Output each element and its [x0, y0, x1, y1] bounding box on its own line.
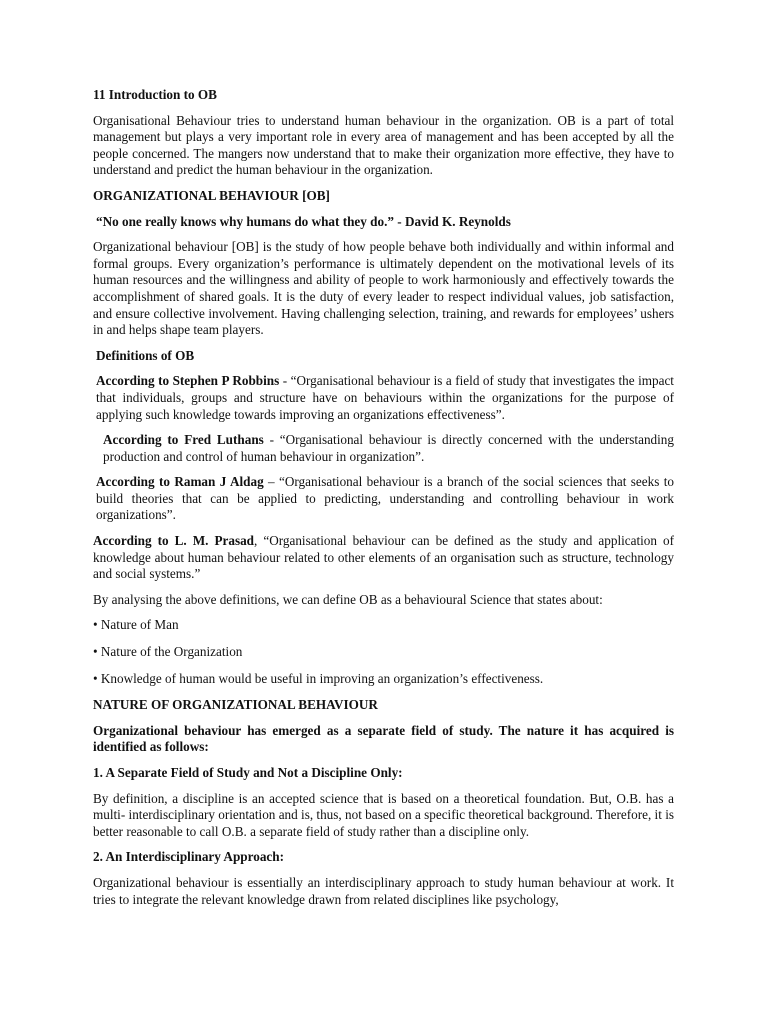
intro-heading: 11 Introduction to OB [93, 87, 217, 102]
definitions-heading: Definitions of OB [96, 347, 195, 363]
intro-paragraph: Organisational Behaviour tries to understand human behaviour in the organization. OB is a part of total management but plays a very important role in every area of management and has been accepted by all the people concerned. The mangers now understand that to make their organization more effective, they have to understand and predict the human behaviour in the organization. [93, 112, 674, 178]
point2-paragraph: Organizational behaviour is essentially an interdisciplinary approach to study human behaviour at work. It tries to integrate the relevant knowledge drawn from related disciplines like psychology, [93, 874, 674, 907]
definition-text: , “Organisational behaviour can be defined as the study and application of knowledge about human behaviour related to other elements of an organisation such as structure, technology and social systems.” [93, 533, 674, 582]
ob-heading: ORGANIZATIONAL BEHAVIOUR [OB] [93, 187, 330, 203]
definition-author: According to Stephen P Robbins [96, 373, 280, 389]
definition-text: - “Organisational behaviour is directly concerned with the understanding production and control of human behaviour in organization”. [103, 432, 674, 464]
definition-luthans [93, 432, 674, 465]
definition-author: According to Fred Luthans [103, 432, 264, 448]
nature-heading: NATURE OF ORGANIZATIONAL BEHAVIOUR [93, 697, 378, 713]
definition-aldag [93, 474, 674, 524]
quote: “No one really knows why humans do what they do.” - David K. Reynolds [96, 213, 511, 229]
analysis-paragraph: By analysing the above definitions, we can define OB as a behavioural Science that states about: [93, 591, 603, 607]
point2-heading: 2. An Interdisciplinary Approach: [93, 849, 285, 865]
definition-prasad [93, 533, 674, 583]
definition-author: According to Raman J Aldag [96, 474, 264, 490]
document-page [93, 87, 674, 917]
point1-heading: 1. A Separate Field of Study and Not a Discipline Only: [93, 765, 403, 780]
point1-paragraph: By definition, a discipline is an accepted science that is based on a theoretical foundation. But, O.B. has a multi- interdisciplinary orientation and is, thus, not based on a specific theoretical background. Therefore, it is better reasonable to call O.B. a separate field of study rather than a discipline only. [93, 790, 674, 839]
definition-text: - “Organisational behaviour is a field of study that investigates the impact that individuals, groups and structure have on behaviours within the organizations for the purpose of applying such knowledge towards improving an organizations effectiveness”. [96, 373, 674, 422]
definition-author: According to L. M. Prasad [93, 533, 255, 549]
bullet-item: • Nature of the Organization [93, 644, 243, 660]
definition-text: – “Organisational behaviour is a branch of the social sciences that seeks to build theories that can be applied to predicting, understanding and controlling behaviour in work organizations”. [96, 474, 674, 523]
definition-robbins [93, 373, 674, 423]
bullet-item: • Nature of Man [93, 617, 179, 633]
nature-intro: Organizational behaviour has emerged as a separate field of study. The nature it has acquired is identified as follows: [93, 722, 674, 755]
ob-paragraph: Organizational behaviour [OB] is the study of how people behave both individually and within informal and formal groups. Every organization’s performance is ultimately dependent on the motivational levels of its human resources and the willingness and ability of people to work harmoniously and effectively towards the accomplishment of shared goals. It is the duty of every leader to respect individual values, job satisfaction, and ensure collective involvement. Having challenging selection, training, and rewards for employees’ ushers in and helps shape team players. [93, 239, 674, 338]
bullet-item: • Knowledge of human would be useful in improving an organization’s effectiveness. [93, 670, 544, 686]
